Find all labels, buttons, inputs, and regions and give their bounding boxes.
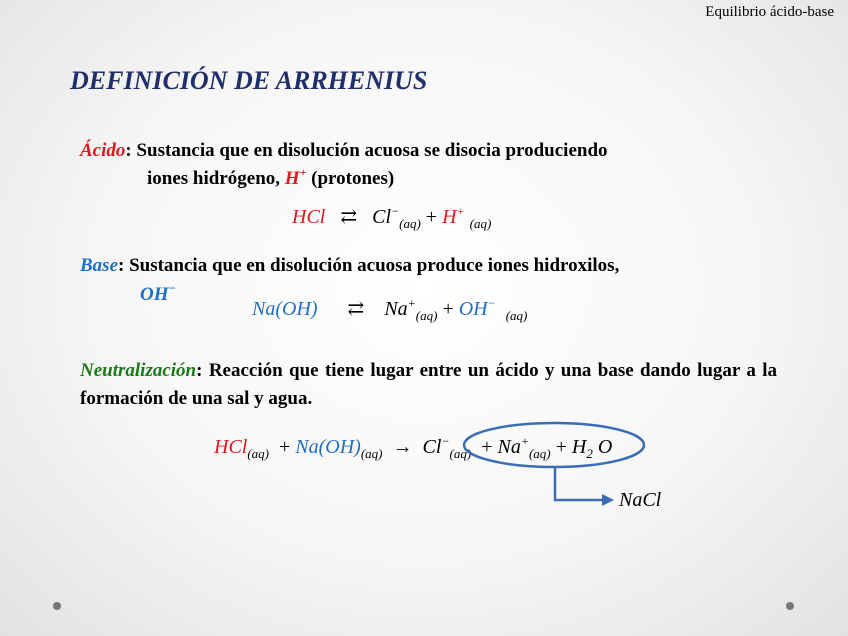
neutralization-text: Reacción que tiene lugar entre un ácido y una base dando lugar a la formación de una sal y agua. [80, 360, 777, 409]
neutralization-term: Neutralización [80, 360, 197, 381]
slide-title: DEFINICIÓN DE ARRHENIUS [70, 66, 428, 95]
equilibrium-arrow: ⇄ [340, 206, 358, 228]
acid-eq-product-cl: $Cl^-_{(aq)}$ [372, 204, 421, 231]
acid-text: Sustancia que en disolución acuosa se disocia produciendo [136, 140, 608, 161]
base-ion: OH− [140, 281, 176, 305]
neut-eq-plus2: + [481, 436, 493, 458]
acid-eq-product-h: H+ [442, 204, 465, 228]
salt-arrow-line [555, 467, 604, 500]
acid-text3: (protones) [311, 168, 395, 189]
slide-dot-right [786, 602, 794, 610]
neut-eq-p3: $H_2$ O [571, 436, 613, 461]
base-eq-product-oh-state: (aq) [505, 308, 528, 323]
neut-eq-p1: $Cl^-_{(aq)}$ [422, 434, 472, 461]
base-eq-product-oh: OH− [458, 296, 496, 320]
slide-header: Equilibrio ácido-base [705, 4, 834, 20]
neut-eq-p2: $Na^+_{(aq)}$ [497, 434, 551, 461]
base-eq-reactant: Na(OH) [252, 298, 318, 320]
reaction-arrow: → [392, 436, 413, 458]
acid-eq-reactant: HCl [292, 206, 326, 228]
acid-text2: iones hidrógeno, [147, 168, 281, 189]
salt-ions-highlight-circle [464, 423, 644, 467]
equilibrium-arrow: ⇄ [347, 298, 365, 320]
slide-dot-left [53, 602, 61, 610]
neut-eq-plus1: + [279, 436, 291, 458]
acid-colon: : [125, 140, 132, 161]
base-text: Sustancia que en disolución acuosa produce iones hidroxilos, [129, 255, 620, 276]
base-term: Base [80, 255, 118, 276]
neutralization-colon: : [196, 360, 203, 381]
base-colon: : [118, 255, 125, 276]
base-eq-plus: + [442, 298, 454, 320]
acid-eq-product-h-state: (aq) [469, 216, 492, 231]
salt-product: NaCl [619, 489, 662, 511]
base-eq-product-na: $Na^+_{(aq)}$ [384, 296, 438, 323]
acid-term: Ácido [80, 140, 126, 161]
neut-eq-r1: HCl [214, 436, 248, 458]
acid-eq-plus: + [425, 206, 438, 228]
acid-ion: H+ [284, 165, 307, 189]
neut-eq-r2-state: (aq) [360, 446, 383, 461]
neut-eq-r2: Na(OH) [295, 436, 361, 458]
neut-eq-r1-state: (aq) [247, 446, 270, 461]
salt-arrow-head [602, 494, 614, 506]
neut-eq-plus3: + [555, 436, 567, 458]
